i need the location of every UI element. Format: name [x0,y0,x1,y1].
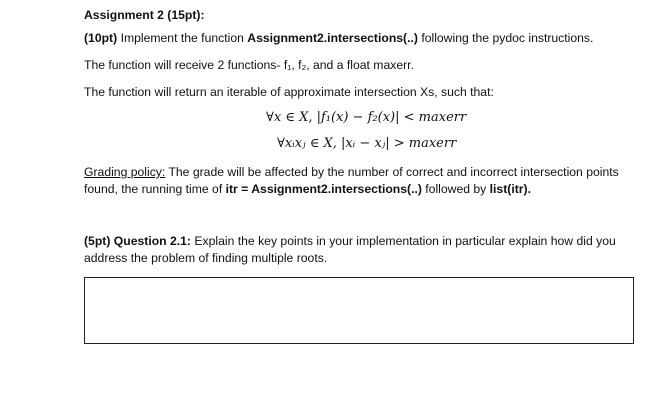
part1-intro [84,31,593,46]
question-text-1: Explain the key points in your implementation in particular explain how did you [191,234,616,248]
question-label: (5pt) Question 2.1: [84,234,191,248]
formula-intersection: ∀x ∈ X, |f₁(x) − f₂(x)| < maxerr [266,110,467,125]
part1-points: (10pt) [84,31,118,45]
grading-text-2-mid: followed by [421,182,490,196]
question-line-2: address the problem of finding multiple roots. [84,251,328,265]
question-line-1 [84,234,616,249]
receive-line: The function will receive 2 functions- f₁, f₂, and a float maxerr. [84,58,414,72]
grading-text-2-start: found, the running time of [84,182,226,196]
grading-line-2 [84,182,531,197]
part1-intro-tail: following the pydoc instructions. [417,31,594,45]
answer-box[interactable] [84,277,634,344]
assignment-title: Assignment 2 (15pt): [84,8,205,22]
part1-intro-text: Implement the function [117,31,248,45]
grading-code: itr = Assignment2.intersections(..) [225,182,422,196]
grading-label: Grading policy: [84,165,166,179]
grading-text-1: The grade will be affected by the number of correct and incorrect intersection points [165,165,619,179]
grading-line-1 [84,165,619,180]
grading-code-2: list(itr). [489,182,531,196]
formula-separation: ∀xᵢxⱼ ∈ X, |xᵢ − xⱼ| > maxerr [277,136,457,151]
return-line: The function will return an iterable of approximate intersection Xs, such that: [84,85,494,99]
function-name: Assignment2.intersections(..) [247,31,418,45]
